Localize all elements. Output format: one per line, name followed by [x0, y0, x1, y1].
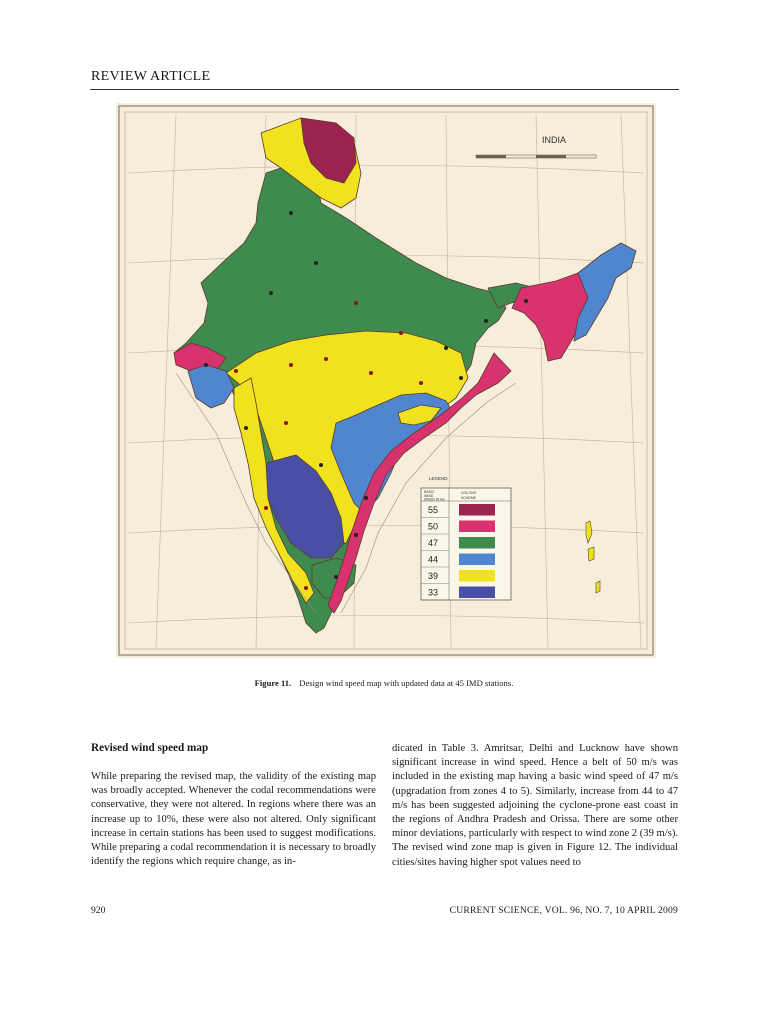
- caption-text: Design wind speed map with updated data at 45 IMD stations.: [299, 678, 514, 688]
- legend-color-swatch: [459, 570, 495, 582]
- legend-col2-line2: SCHEME: [461, 496, 476, 500]
- legend-color-swatch: [459, 587, 495, 599]
- body-text-left-column: While preparing the revised map, the validity of the existing map was broadly accepted. Whenever the codal recommendations were conservative, they were not altered. In regions where there was an increase up to 10%, these were also not altered. Only significant increase in certain stations has been used to suggest modifications. While preparing a codal recommendation it is necessary to broadly identify the regions which require change, as in-: [91, 771, 376, 868]
- legend-col1-line3: SPEED IN m/s: [424, 497, 445, 502]
- legend-speed-label: 55: [428, 505, 439, 515]
- figure-caption: [90, 678, 678, 688]
- section-heading: Revised wind speed map: [91, 742, 209, 754]
- map-title: INDIA: [542, 135, 567, 145]
- legend-col1-line1: BASIC: [424, 490, 435, 494]
- legend-color-swatch: [459, 521, 495, 533]
- legend-speed-label: 39: [428, 571, 439, 581]
- legend-color-swatch: [459, 554, 495, 566]
- legend-color-swatch: [459, 537, 495, 549]
- legend-col1-line2: WIND: [424, 494, 434, 498]
- running-header: REVIEW ARTICLE: [91, 69, 211, 84]
- legend-speed-label: 47: [428, 538, 439, 548]
- caption-label: Figure 11.: [254, 678, 292, 688]
- body-text-right-column: dicated in Table 3. Amritsar, Delhi and Lucknow have shown significant increase in wind speed. Hence a belt of 50 m/s was included in the existing map having a basic wind speed of 47 m/s (upgradation from zones 4 to 5). Similarly, increase from 44 to 47 m/s has been suggested adjoining the cyclone-prone east coast in the regions of Andhra Pradesh and Orissa. There are some other minor deviations, particularly with respect to wind zone 2 (39 m/s). The revised wind zone map is given in Figure 12. The individual cities/sites having higher spot values need to: [392, 743, 678, 868]
- legend-col2-line1: COLOUR: [461, 491, 476, 495]
- legend-speed-label: 33: [428, 587, 439, 598]
- header-rule: [90, 89, 679, 90]
- legend-color-swatch: [459, 504, 495, 516]
- map-legend: [421, 476, 511, 600]
- journal-citation: CURRENT SCIENCE, VOL. 96, NO. 7, 10 APRIL 2009: [449, 905, 678, 916]
- figure-wind-speed-map: [116, 103, 656, 658]
- legend-speed-label: 50: [428, 521, 439, 532]
- wind-speed-map: [116, 103, 656, 658]
- legend-title: LEGEND: [429, 476, 448, 481]
- page-number: 920: [91, 905, 106, 916]
- legend-speed-label: 44: [428, 554, 439, 565]
